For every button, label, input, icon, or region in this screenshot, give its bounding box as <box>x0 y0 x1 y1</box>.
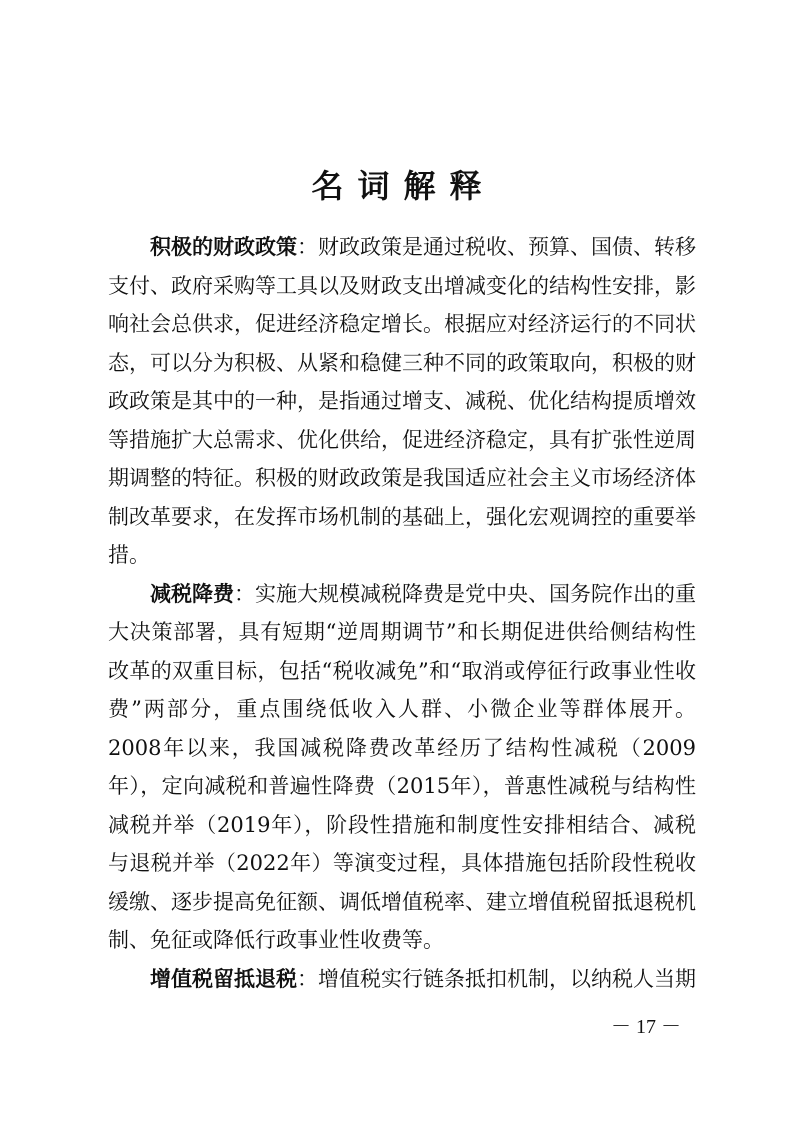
term-separator: ： <box>234 581 255 606</box>
paragraph-vat-refund <box>108 960 696 999</box>
term-separator: ： <box>297 235 318 259</box>
paragraph-tax-reduction <box>108 575 696 960</box>
page-title: 名词解释 <box>311 167 496 206</box>
paragraph-fiscal-policy <box>108 228 696 575</box>
page-number: － 17 － <box>611 1016 681 1038</box>
term-heading: 增值税留抵退税 <box>150 966 297 991</box>
paragraph-text: 实施大规模减税降费是党中央、国务院作出的重大决策部署，具有短期“逆周期调节”和长期促进供给侧结构性改革的双重目标，包括“税收减免”和“取消或停征行政事业性收费”两部分，重点围绕低收入人群、小微企业等群体展开。2008年以来，我国减税降费改革经历了结构性减税（2009年），定向减税和普遍性降费（2015年），普惠性减税与结构性减税并举（2019年），阶段性措施和制度性安排相结合、减税与退税并举（2022年）等演变过程，具体措施包括阶段性税收缓缴、逐步提高免征额、调低增值税率、建立增值税留抵退税机制、免征或降低行政事业性收费等。 <box>108 581 696 952</box>
paragraph-text: 增值税实行链条抵扣机制，以纳税人当期 <box>318 966 696 991</box>
paragraph-text: 财政政策是通过税收、预算、国债、转移支付、政府采购等工具以及财政支出增减变化的结构性安排，影响社会总供求，促进经济稳定增长。根据应对经济运行的不同状态，可以分为积极、从紧和稳健三种不同的政策取向，积极的财政政策是其中的一种，是指通过增支、减税、优化结构提质增效等措施扩大总需求、优化供给，促进经济稳定，具有扩张性逆周期调整的特征。积极的财政政策是我国适应社会主义市场经济体制改革要求，在发挥市场机制的基础上，强化宏观调控的重要举措。 <box>108 235 696 567</box>
term-separator: ： <box>297 966 318 991</box>
term-heading: 减税降费 <box>150 581 234 606</box>
document-body <box>108 228 696 998</box>
term-heading: 积极的财政政策 <box>150 235 297 259</box>
